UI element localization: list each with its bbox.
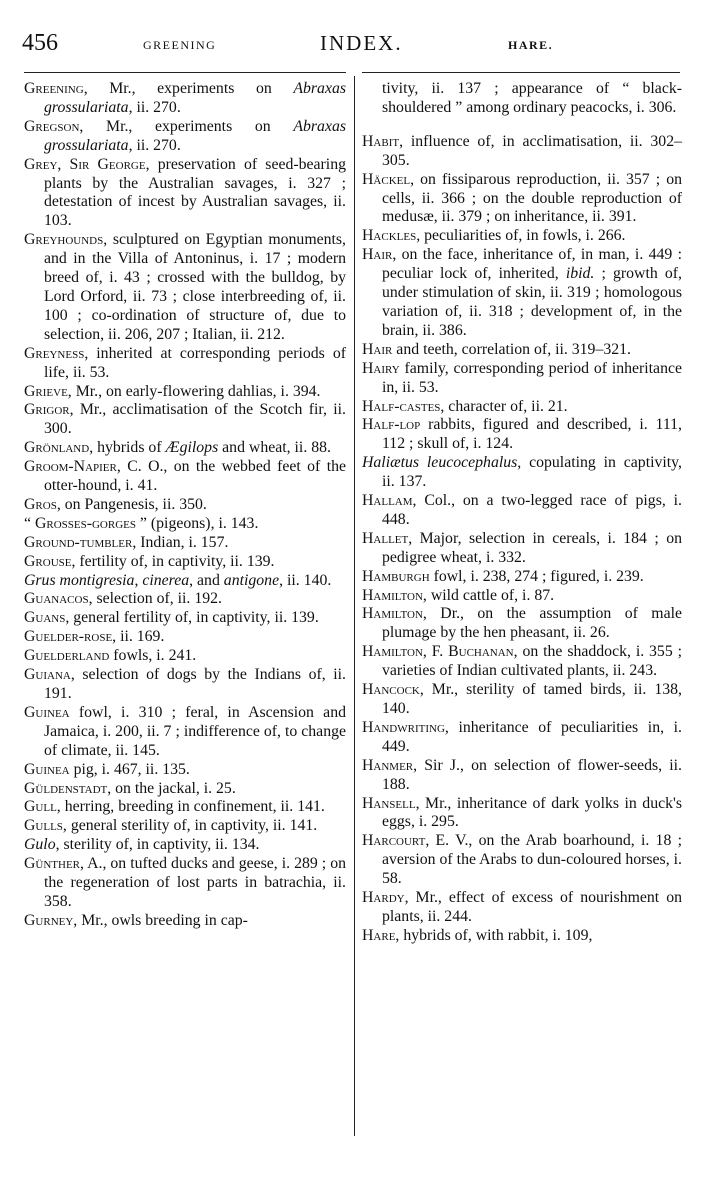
- index-entry: [24, 156, 346, 232]
- entry-text: , Mr., effect of excess of nourishment on plants, ii. 244.: [382, 889, 682, 925]
- entry-text: (pigeons), i. 143.: [146, 514, 259, 532]
- entry-heading: Hare: [362, 926, 396, 944]
- index-entry: [24, 231, 346, 344]
- index-entry: [362, 643, 682, 681]
- entry-text: tivity, ii. 137 ; appearance of “ black-shouldered ” among ordinary peacocks, i. 306.: [382, 80, 682, 116]
- entry-heading: Hamilton: [362, 605, 423, 623]
- entry-text: , Mr., experiments on: [83, 80, 294, 97]
- entry-text: , ii. 169.: [112, 628, 165, 646]
- entry-heading: Gros: [24, 495, 57, 513]
- entry-heading: Guelderland: [24, 647, 110, 665]
- entry-heading: Grönland: [24, 439, 90, 457]
- entry-text: , Mr., acclimatisation of the Scotch fir, ii. 300.: [44, 401, 346, 438]
- entry-heading: Gull: [24, 798, 57, 816]
- entry-text: , Indian, i. 157.: [132, 533, 229, 551]
- entry-text: rabbits, figured and described, i. 111, 112 ; skull of, i. 124.: [382, 416, 682, 453]
- entry-text: , on the jackal, i. 25.: [107, 779, 236, 797]
- index-entry: [362, 587, 682, 606]
- entry-text: , ii. 140.: [279, 571, 332, 589]
- index-entry: [362, 454, 682, 492]
- index-entry: [24, 383, 346, 402]
- header-rule-right: [362, 72, 680, 73]
- entry-heading: Gurney: [24, 911, 74, 929]
- entry-heading: Hancock: [362, 681, 420, 699]
- entry-text: , Sir J., on selection of flower-seeds, ii. 188.: [382, 756, 682, 793]
- entry-text: , Dr., on the assumption of male plumage by the hen pheasant, ii. 26.: [382, 605, 682, 642]
- entry-text: , inherited at corresponding periods of life, ii. 53.: [44, 344, 346, 381]
- entry-heading: Hair: [362, 246, 393, 264]
- index-entry: [24, 439, 346, 458]
- index-entry: [362, 398, 682, 417]
- entry-heading: Hamilton, F. Buchanan: [362, 643, 514, 661]
- index-entry: [24, 80, 346, 118]
- entry-heading: Ground-tumbler: [24, 533, 133, 551]
- entry-heading: Habit: [362, 132, 400, 150]
- entry-heading: Hamburgh: [362, 567, 430, 585]
- index-entry: [24, 912, 346, 931]
- entry-text: ,: [134, 571, 143, 589]
- index-entry: [24, 798, 346, 817]
- index-entry: [24, 345, 346, 383]
- entry-text: , A., on tufted ducks and geese, i. 289 ; on the regeneration of lost parts in batrachia, ii. 358.: [44, 855, 346, 910]
- index-entry: [24, 817, 346, 836]
- entry-text: , Major, selection in cereals, i. 184 ; on pedigree wheat, i. 332.: [382, 529, 682, 566]
- index-entry: [24, 666, 346, 704]
- entry-heading: “ Grosses-gorges ”: [24, 514, 147, 532]
- entry-italic-term: Grus montigresia: [24, 571, 135, 589]
- index-entry: [24, 647, 346, 666]
- header-rule-left: [24, 72, 346, 73]
- entry-text: , Mr., inheritance of dark yolks in duck's eggs, i. 295.: [382, 794, 682, 831]
- entry-heading: Guinea: [24, 760, 70, 778]
- entry-text: fowl, i. 238, 274 ; figured, i. 239.: [429, 567, 644, 585]
- entry-text: , sculptured on Egyptian monuments, and in the Villa of Antoninus, i. 17 ; modern breed of, i. 43 ; crossed with the bulldog, by Lord Orford, ii. 73 ; close interbreeding of, ii. 100 ; co-ordination of structure of, due to selection, ii. 206, 207 ; Italian, ii. 212.: [44, 231, 346, 343]
- entry-heading: Guelder-rose: [24, 628, 113, 646]
- entry-heading: Hackles: [362, 227, 417, 245]
- entry-heading: Greening: [24, 80, 84, 97]
- entry-text: , Mr., experiments on: [79, 117, 294, 135]
- entry-heading: Hallam: [362, 492, 413, 510]
- entry-italic-term: ibid.: [565, 265, 595, 283]
- entry-heading: Guans: [24, 609, 66, 627]
- entry-text: , wild cattle of, i. 87.: [422, 586, 555, 604]
- index-entry: [362, 889, 682, 927]
- entry-text: , Mr., owls breeding in cap-: [73, 911, 248, 929]
- entry-text: , on Pangenesis, ii. 350.: [56, 495, 207, 513]
- entry-heading: Greyness: [24, 344, 85, 362]
- entry-heading: Grieve: [24, 382, 68, 400]
- index-entry: [362, 227, 682, 246]
- index-entry: [362, 927, 682, 946]
- entry-text: , ii. 270.: [128, 136, 181, 154]
- index-entry: [24, 572, 346, 591]
- index-column-right: [362, 80, 682, 946]
- index-entry: [24, 628, 346, 647]
- index-entry: [362, 171, 682, 228]
- entry-text: , on fissiparous reproduction, ii. 357 ; on cells, ii. 366 ; on the double reproduction of medusæ, ii. 379 ; on inheritance, ii. 391.: [382, 170, 682, 226]
- entry-italic-term: Abraxas grossulariata: [44, 117, 346, 154]
- entry-heading: Günther: [24, 855, 81, 873]
- index-entry: [24, 401, 346, 439]
- index-entry: [362, 492, 682, 530]
- index-entry: [362, 360, 682, 398]
- index-column-left: [24, 80, 346, 931]
- entry-text: , on the face, inheritance of, in man, i. 449 : peculiar lock of, inherited,: [382, 246, 682, 283]
- entry-heading: Guiana: [24, 666, 71, 684]
- entry-text: , hybrids of, with rabbit, i. 109,: [395, 926, 593, 944]
- entry-italic-term: cinerea: [142, 571, 190, 589]
- entry-italic-term: Ægilops: [165, 439, 219, 457]
- index-entry: [362, 133, 682, 171]
- entry-text: , copulating in captivity, ii. 137.: [382, 454, 682, 491]
- index-entry: [362, 568, 682, 587]
- entry-text: family, corresponding period of inheritance in, ii. 53.: [382, 359, 682, 396]
- entry-text: pig, i. 467, ii. 135.: [69, 760, 190, 778]
- entry-text: , ii. 270.: [128, 98, 181, 116]
- index-entry: [362, 246, 682, 341]
- entry-text: ; growth of, under stimulation of skin, ii. 319 ; homologous variation of, ii. 318 ; development of, in the brain, ii. 386.: [382, 265, 682, 339]
- entry-text: , E. V., on the Arab boarhound, i. 18 ; aversion of the Arabs to dun-coloured horses, i. 58.: [382, 832, 682, 888]
- entry-heading: Grigor: [24, 401, 70, 419]
- index-entry: [24, 515, 346, 534]
- index-entry: [24, 553, 346, 572]
- index-entry: [24, 458, 346, 496]
- index-entry: [24, 780, 346, 799]
- entry-italic-term: Haliætus leucocephalus: [362, 454, 518, 472]
- entry-text: , Col., on a two-legged race of pigs, i. 448.: [382, 492, 682, 528]
- entry-heading: Handwriting: [362, 718, 445, 736]
- entry-heading: Grouse: [24, 552, 72, 570]
- running-header: [0, 30, 705, 60]
- entry-heading: Hair: [362, 340, 393, 358]
- entry-text: , sterility of, in captivity, ii. 134.: [55, 836, 260, 854]
- entry-heading: Half-castes: [362, 397, 441, 415]
- entry-heading: Greyhounds: [24, 231, 104, 249]
- index-entry: [362, 757, 682, 795]
- entry-heading: Guanacos: [24, 590, 89, 608]
- header-first-entry: GREENING: [143, 38, 217, 52]
- entry-heading: Güldenstadt: [24, 779, 108, 797]
- entry-italic-term: Abraxas grossulariata: [44, 80, 346, 116]
- index-entry: [24, 496, 346, 515]
- index-entry: [24, 761, 346, 780]
- index-entry: [362, 530, 682, 568]
- entry-text: , selection of, ii. 192.: [88, 590, 222, 608]
- page-number: 456: [22, 30, 58, 56]
- index-entry: [362, 341, 682, 360]
- index-entry: [362, 80, 682, 118]
- entry-text: , general fertility of, in captivity, ii. 139.: [65, 609, 319, 627]
- entry-heading: Hanmer: [362, 756, 414, 774]
- entry-text: , character of, ii. 21.: [440, 397, 568, 415]
- header-last-entry: HARE.: [508, 38, 554, 52]
- entry-text: fowls, i. 241.: [109, 647, 197, 665]
- entry-text: , herring, breeding in confinement, ii. 141.: [56, 798, 325, 816]
- entry-italic-term: Gulo: [24, 836, 56, 854]
- entry-text: , influence of, in acclimatisation, ii. 302–305.: [382, 132, 682, 169]
- index-entry: [24, 855, 346, 912]
- entry-text: , Mr., on early-flowering dahlias, i. 394.: [67, 382, 321, 400]
- entry-heading: Hardy: [362, 889, 405, 907]
- entry-text: , fertility of, in captivity, ii. 139.: [71, 552, 275, 570]
- index-entry: [24, 704, 346, 761]
- index-entry: [362, 795, 682, 833]
- entry-text: fowl, i. 310 ; feral, in Ascension and Jamaica, i. 200, ii. 7 ; indifference of, to change of climate, ii. 145.: [44, 703, 346, 759]
- entry-heading: Gulls: [24, 817, 63, 835]
- entry-text: and wheat, ii. 88.: [218, 439, 331, 457]
- entry-text: , general sterility of, in captivity, ii. 141.: [62, 817, 318, 835]
- entry-heading: Hallet: [362, 529, 409, 547]
- entry-heading: Hansell: [362, 794, 416, 812]
- entry-text: and teeth, correlation of, ii. 319–321.: [392, 340, 632, 358]
- index-entry: [362, 832, 682, 889]
- entry-heading: Häckel: [362, 170, 411, 188]
- entry-text: , inheritance of peculiarities in, i. 449.: [382, 718, 682, 755]
- entry-heading: Hairy: [362, 359, 400, 377]
- column-divider: [354, 76, 355, 1136]
- index-entry: [24, 534, 346, 553]
- index-entry: [24, 836, 346, 855]
- entry-italic-term: antigone: [223, 571, 280, 589]
- entry-text: , preservation of seed-bearing plants by the Australian savages, i. 327 ; detestation of incest by Australian savages, ii. 103.: [44, 155, 346, 230]
- entry-heading: Harcourt: [362, 832, 426, 850]
- entry-text: , hybrids of: [89, 439, 166, 457]
- entry-heading: Grey, Sir George: [24, 155, 146, 173]
- entry-heading: Guinea: [24, 703, 70, 721]
- index-entry: [362, 719, 682, 757]
- entry-text: , selection of dogs by the Indians of, ii. 191.: [44, 666, 346, 702]
- entry-text: , and: [189, 571, 224, 589]
- entry-text: , on the shaddock, i. 355 ; varieties of Indian cultivated plants, ii. 243.: [382, 643, 682, 680]
- index-entry: [362, 416, 682, 454]
- index-entry: [24, 118, 346, 156]
- entry-heading: Half-lop: [362, 416, 421, 434]
- entry-text: , Mr., sterility of tamed birds, ii. 138, 140.: [382, 681, 682, 717]
- entry-heading: Gregson: [24, 117, 80, 135]
- index-entry: [24, 609, 346, 628]
- index-entry: [362, 681, 682, 719]
- entry-heading: Groom-Napier: [24, 458, 117, 476]
- index-entry: [24, 590, 346, 609]
- entry-heading: Hamilton: [362, 586, 423, 604]
- index-entry: [362, 605, 682, 643]
- entry-text: , peculiarities of, in fowls, i. 266.: [416, 227, 626, 245]
- header-title: INDEX.: [320, 31, 403, 55]
- entry-text: , C. O., on the webbed feet of the otter-hound, i. 41.: [44, 458, 346, 495]
